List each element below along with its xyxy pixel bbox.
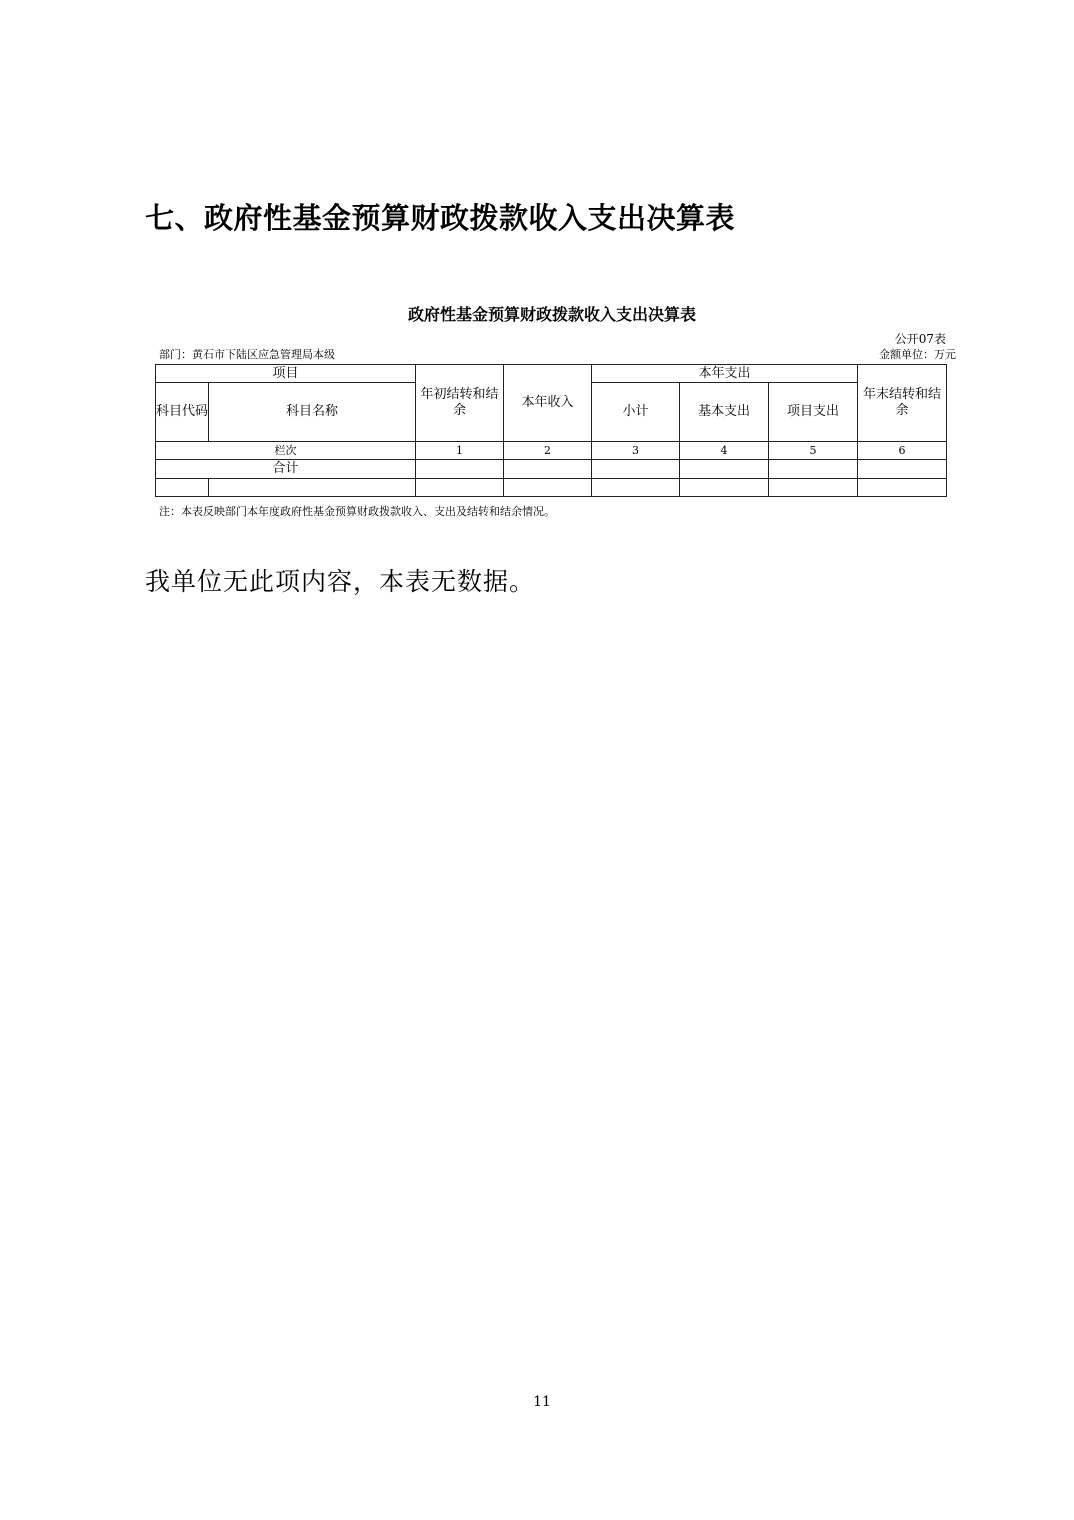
table-cell: [769, 479, 858, 497]
amount-unit: 金额单位：万元: [879, 348, 956, 361]
empty-row: [156, 479, 947, 497]
header-expenditure: 本年支出: [592, 365, 858, 383]
total-row: [156, 460, 947, 479]
table-cell: [504, 460, 592, 479]
no-data-statement: 我单位无此项内容，本表无数据。: [145, 567, 536, 596]
header-end-balance: 年末结转和结余: [858, 365, 947, 442]
header-name: 科目名称: [209, 383, 416, 442]
header-begin-balance: 年初结转和结余: [416, 365, 504, 442]
table-title: 政府性基金预算财政拨款收入支出决算表: [407, 305, 696, 324]
header-income: 本年收入: [504, 365, 592, 442]
table-cell: [504, 479, 592, 497]
page-number: 11: [533, 1394, 551, 1410]
column-number: 1: [416, 442, 504, 460]
column-number: 3: [592, 442, 680, 460]
column-row-label: 栏次: [156, 442, 416, 460]
table-cell: [858, 460, 947, 479]
column-number: 5: [769, 442, 858, 460]
table-cell: [680, 479, 769, 497]
header-project: 项目支出: [769, 383, 858, 442]
column-number-row: [156, 442, 947, 460]
table-cell: [156, 479, 209, 497]
fund-budget-table: [155, 364, 947, 497]
table-cell: [858, 479, 947, 497]
table-cell: [592, 479, 680, 497]
table-cell: [680, 460, 769, 479]
table-cell: [416, 479, 504, 497]
section-heading: 七、政府性基金预算财政拨款收入支出决算表: [145, 201, 736, 235]
total-label: 合计: [156, 460, 416, 479]
form-number: 公开07表: [894, 332, 946, 346]
table-note: 注：本表反映部门本年度政府性基金预算财政拨款收入、支出及结转和结余情况。: [159, 505, 555, 518]
header-subtotal: 小计: [592, 383, 680, 442]
header-code: 科目代码: [156, 383, 209, 442]
table-cell: [416, 460, 504, 479]
table-cell: [592, 460, 680, 479]
column-number: 2: [504, 442, 592, 460]
column-number: 6: [858, 442, 947, 460]
header-basic: 基本支出: [680, 383, 769, 442]
column-number: 4: [680, 442, 769, 460]
table-cell: [209, 479, 416, 497]
department-label: 部门：黄石市下陆区应急管理局本级: [159, 348, 335, 361]
header-item: 项目: [156, 365, 416, 383]
table-cell: [769, 460, 858, 479]
